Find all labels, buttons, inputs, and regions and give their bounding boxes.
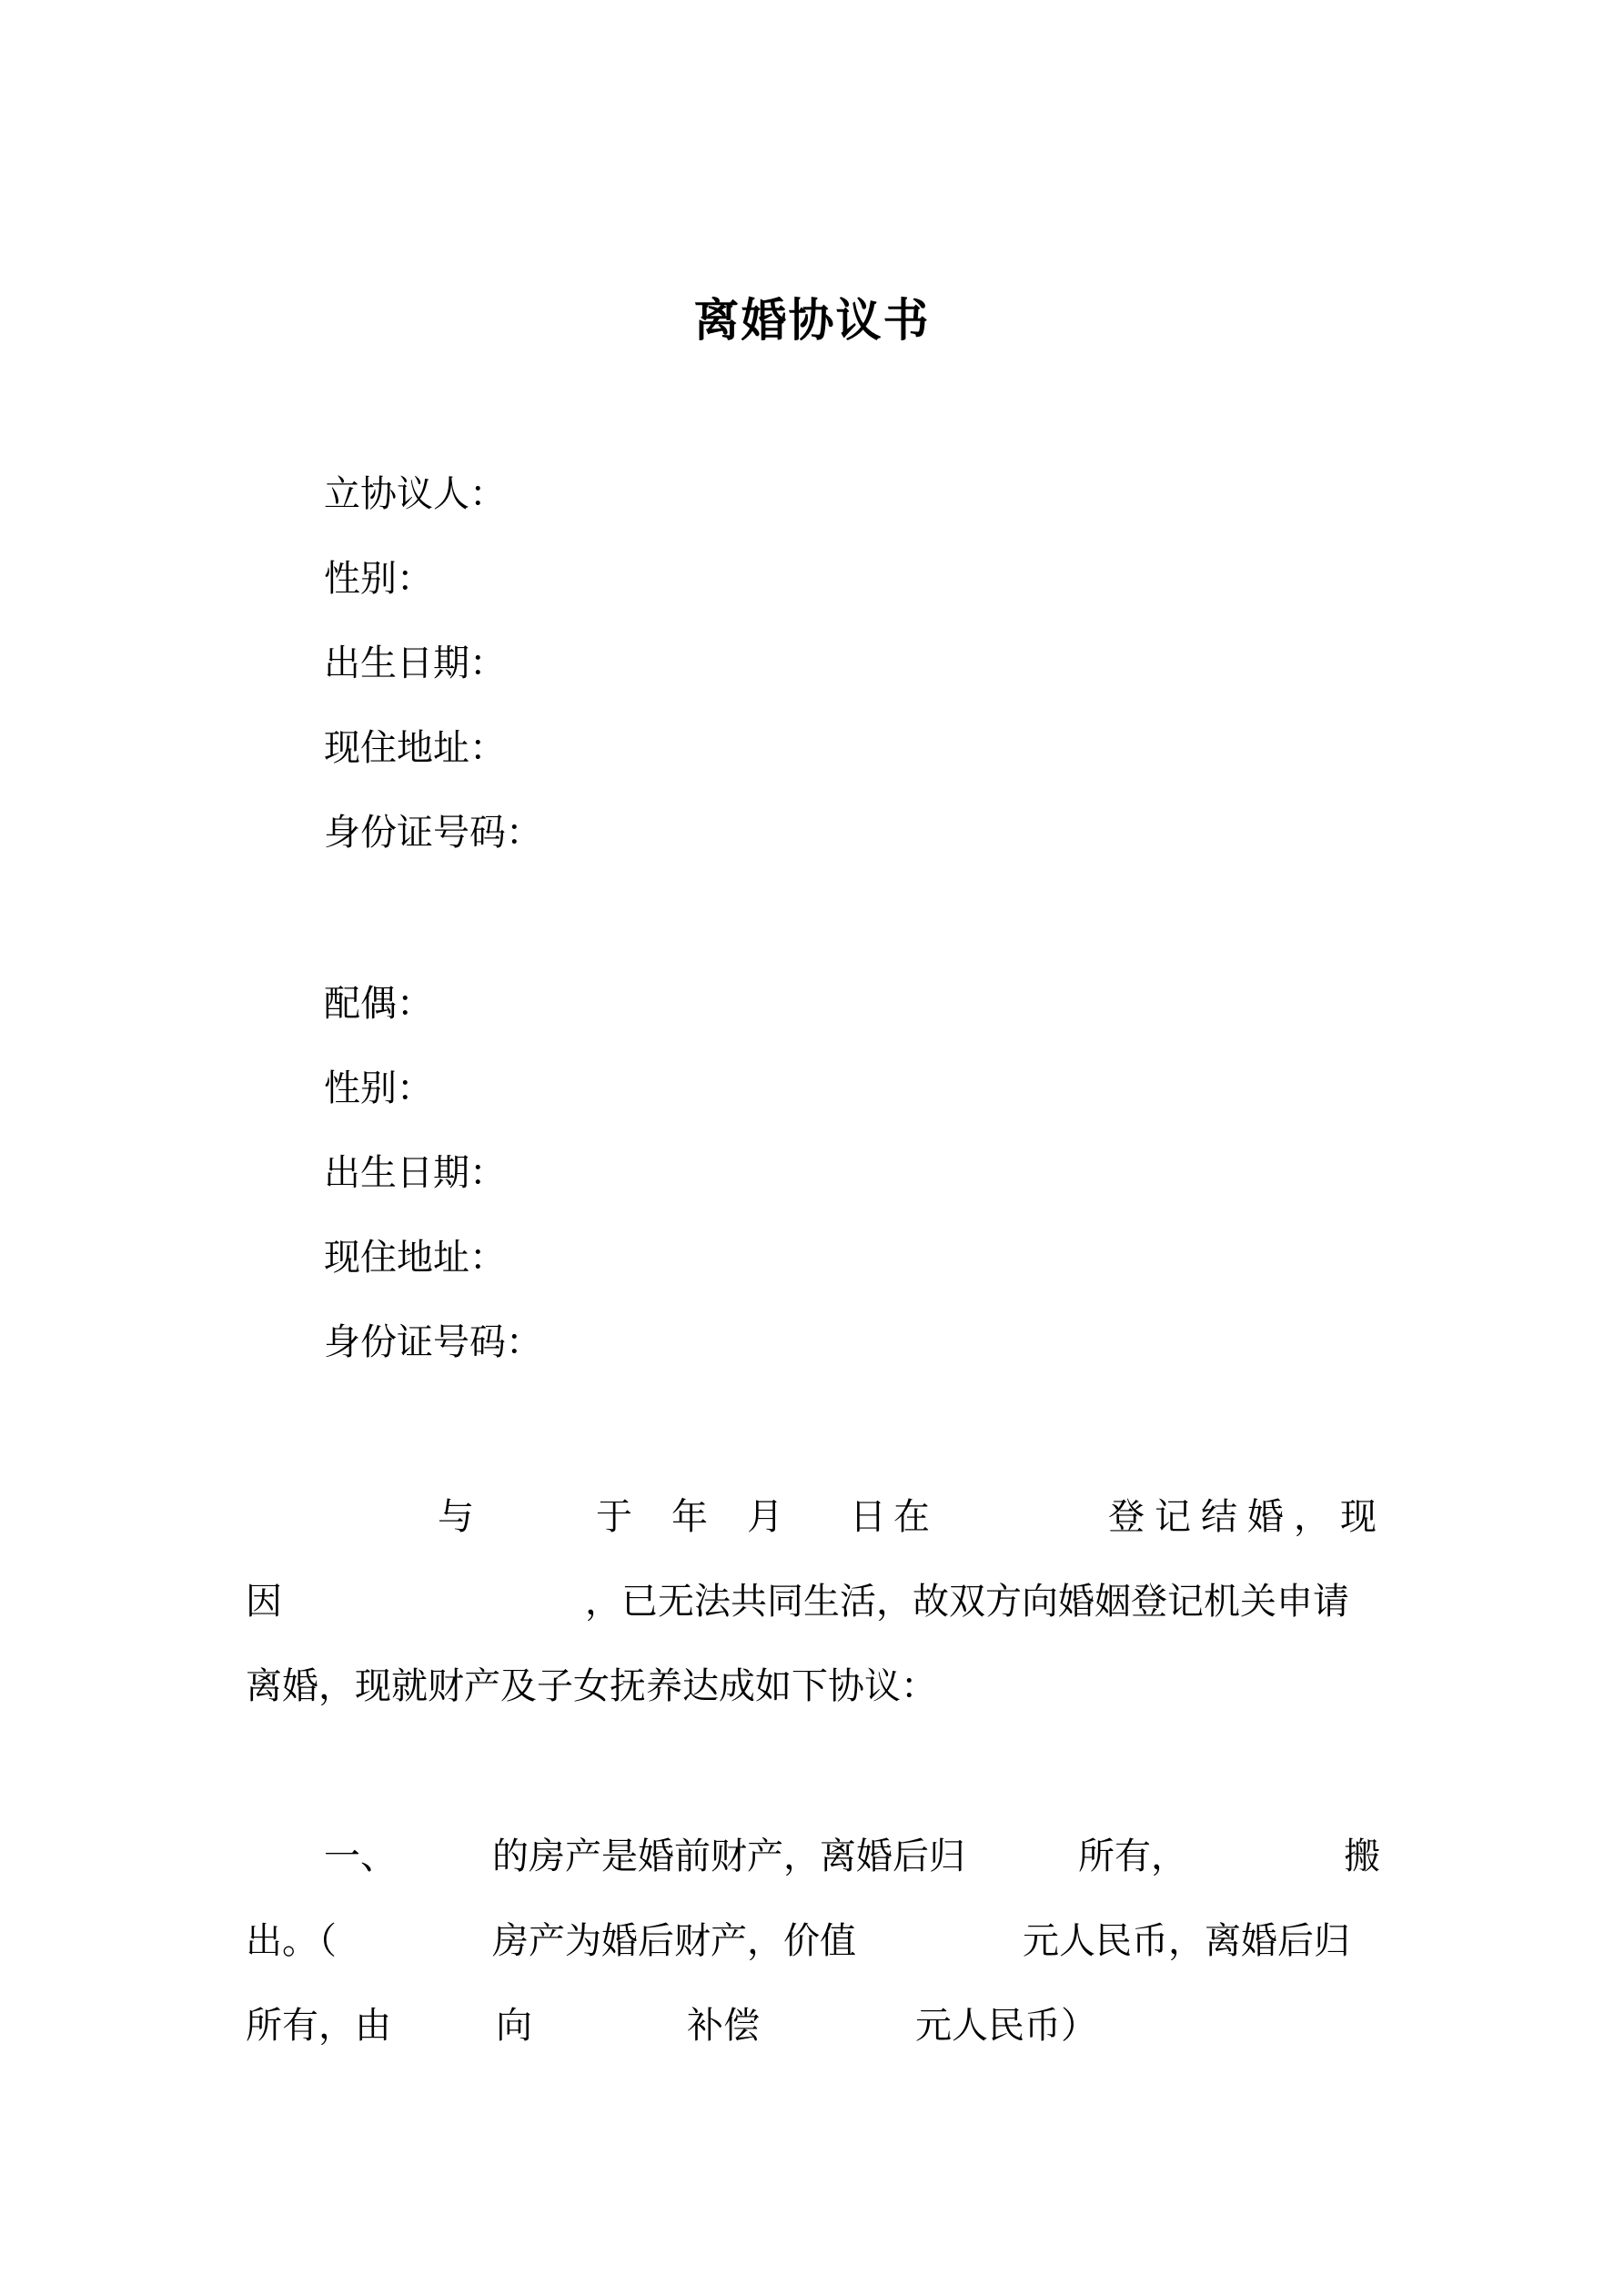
party1-id-number: 身份证号码：	[324, 812, 542, 854]
clause1-number: 一、	[324, 1836, 397, 1877]
clause1-line2-rmb: 元人民币，离婚后归	[1023, 1920, 1350, 1962]
party1-birth-date: 出生日期：	[324, 642, 506, 684]
clause1-out: 出。（	[246, 1920, 337, 1962]
party2-address: 现住地址：	[324, 1237, 506, 1279]
intro-month: 月	[747, 1496, 783, 1538]
party1-label: 立协议人：	[324, 473, 506, 515]
clause1-line1-text: 的房产是婚前财产，离婚后归	[492, 1836, 965, 1877]
intro-on: 于	[596, 1496, 632, 1538]
party1-address: 现住地址：	[324, 727, 506, 769]
intro-line3: 离婚，现就财产及子女抚养达成如下协议：	[246, 1665, 937, 1707]
clause1-to: 向	[496, 2005, 532, 2047]
party2-label: 配偶：	[324, 983, 433, 1025]
intro-day-at: 日在	[850, 1496, 937, 1538]
party1-gender: 性别：	[324, 558, 433, 600]
intro-because: 因	[246, 1581, 282, 1623]
intro-registered: 登记结婚，现	[1108, 1496, 1387, 1538]
intro-year: 年	[671, 1496, 708, 1538]
clause1-compensate: 补偿	[687, 2005, 760, 2047]
clause1-own-by: 所有，由	[246, 2005, 391, 2047]
intro-line2-rest: ，已无法共同生活，故双方向婚姻登记机关申请	[585, 1581, 1349, 1623]
document-title: 离婚协议书	[693, 293, 931, 347]
party2-id-number: 身份证号码：	[324, 1321, 542, 1363]
clause1-line2-text: 房产为婚后财产，价值	[492, 1920, 856, 1962]
party2-gender: 性别：	[324, 1067, 433, 1109]
clause1-line3-rmb: 元人民币）	[915, 2005, 1097, 2047]
intro-with: 与	[438, 1496, 474, 1538]
clause1-owner: 所有，	[1078, 1836, 1187, 1877]
party2-birth-date: 出生日期：	[324, 1152, 506, 1194]
clause1-move: 搬	[1344, 1836, 1380, 1877]
